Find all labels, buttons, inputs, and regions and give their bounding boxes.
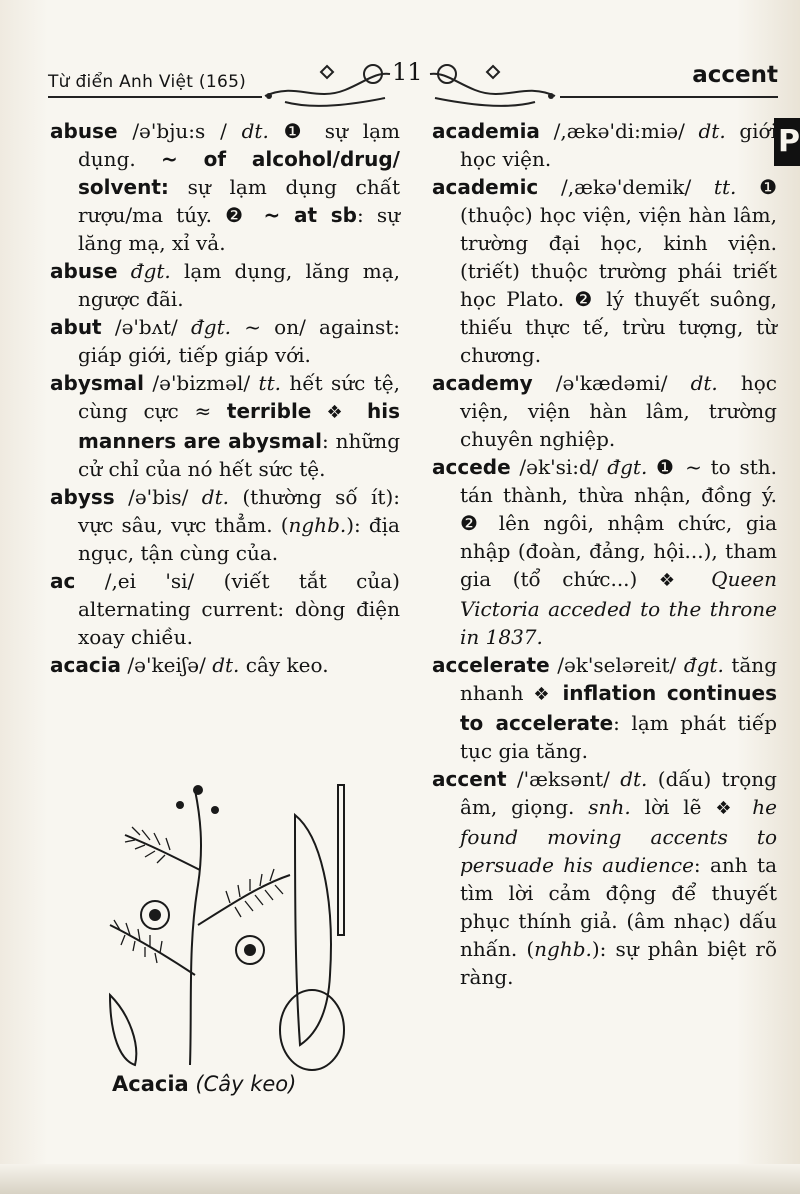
part-of-speech: dt. bbox=[241, 119, 269, 143]
definition: sự lạm dụng chất rượu/ma túy. bbox=[78, 175, 400, 227]
definition: /,ei 'si/ (viết tắt của) alternating current: dòng điện xoay chiều. bbox=[75, 569, 400, 649]
right-column bbox=[432, 117, 777, 991]
pronunciation: /,ækə'demik/ bbox=[538, 175, 714, 199]
definition: lời lẽ bbox=[630, 795, 716, 819]
left-column bbox=[50, 117, 400, 679]
pronunciation: /ə'keiʃə/ bbox=[121, 653, 213, 677]
part-of-speech: đgt. bbox=[117, 259, 171, 283]
guide-word: accent bbox=[692, 62, 778, 88]
entry-abuse-verb bbox=[50, 257, 400, 313]
definition: hết sức tệ, cùng cực ≈ bbox=[78, 371, 400, 423]
pronunciation: /ə'bizməl/ bbox=[143, 371, 259, 395]
pronunciation: /ək'si:d/ bbox=[510, 455, 608, 479]
headword: abuse bbox=[50, 259, 118, 283]
running-head bbox=[0, 0, 800, 115]
headword: ac bbox=[50, 569, 76, 593]
part-of-speech: đgt. bbox=[683, 653, 724, 677]
entry-ac bbox=[50, 567, 400, 651]
entry-abyss bbox=[50, 483, 400, 567]
example-marker: ❖ bbox=[658, 570, 712, 591]
headword: accede bbox=[432, 455, 511, 479]
pronunciation: /ə'bʌt/ bbox=[101, 315, 191, 339]
pronunciation: /ə'kædəmi/ bbox=[532, 371, 691, 395]
definition: lạm dụng, lăng mạ, ngược đãi. bbox=[78, 259, 400, 311]
phrase: ~ of alcohol/drug/ solvent: bbox=[78, 147, 400, 199]
entry-abut bbox=[50, 313, 400, 369]
definition: lý thuyết suông, thiếu thực tế, trừu tượng, từ chương. bbox=[460, 287, 777, 367]
definition: (thường số ít): vực sâu, vực thẳm. ( bbox=[78, 485, 400, 537]
acacia-illustration-icon bbox=[80, 775, 370, 1075]
part-of-speech: dt. bbox=[690, 371, 718, 395]
pronunciation: /ə'bis/ bbox=[114, 485, 202, 509]
label: nghb. bbox=[534, 937, 592, 961]
page-number: 11 bbox=[392, 58, 423, 86]
thumb-index-tab bbox=[774, 118, 800, 166]
definition: sự lạm dụng. bbox=[78, 119, 400, 171]
part-of-speech: dt. bbox=[212, 653, 240, 677]
sense-number: ❶ bbox=[268, 119, 325, 143]
part-of-speech: đgt. bbox=[190, 315, 231, 339]
entry-accelerate bbox=[432, 651, 777, 765]
definition: (thuộc) học viện, viện hàn lâm, trường đại học, kinh viện. (triết) thuộc trường phái triết học Plato. bbox=[460, 203, 777, 311]
definition: cây keo. bbox=[239, 653, 329, 677]
entry-abuse-noun bbox=[50, 117, 400, 257]
example-marker: ❖ bbox=[715, 798, 753, 819]
definition: tăng nhanh bbox=[460, 653, 777, 705]
definition: ~ to sth. tán thành, thừa nhận, đồng ý. bbox=[460, 455, 777, 507]
part-of-speech: tt. bbox=[258, 371, 281, 395]
example-marker: ❖ bbox=[533, 684, 563, 705]
headword: abysmal bbox=[50, 371, 144, 395]
entry-accede bbox=[432, 453, 777, 651]
headword: abuse bbox=[50, 119, 118, 143]
part-of-speech: dt. bbox=[620, 767, 648, 791]
definition: : anh ta tìm lời cảm động để thuyết phục thính giả. (âm nhạc) dấu nhấn. ( bbox=[460, 853, 777, 961]
entry-acacia bbox=[50, 651, 400, 679]
definition: : sự lăng mạ, xỉ vả. bbox=[78, 203, 400, 255]
headword: abyss bbox=[50, 485, 115, 509]
book-title: Từ điển Anh Việt (165) bbox=[48, 72, 247, 92]
definition: : lạm phát tiếp tục gia tăng. bbox=[460, 711, 777, 763]
example: Queen Victoria acceded to the throne in 1837. bbox=[460, 567, 778, 649]
entry-accent bbox=[432, 765, 777, 991]
synonym: terrible bbox=[226, 399, 312, 423]
definition: ~ on/ against: giáp giới, tiếp giáp với. bbox=[78, 315, 400, 367]
figure-name-vi: (Cây keo) bbox=[195, 1072, 297, 1096]
thumb-letter: P bbox=[778, 124, 800, 159]
sense-number: ❷ bbox=[225, 203, 250, 227]
headword: academia bbox=[432, 119, 540, 143]
pronunciation: /'æksənt/ bbox=[506, 767, 621, 791]
sense-number: ❷ bbox=[574, 287, 597, 311]
definition: lên ngôi, nhậm chức, gia nhập (đoàn, đảng, hội...), tham gia (tổ chức...) bbox=[460, 511, 777, 591]
example-marker: ❖ bbox=[311, 402, 367, 423]
definition: ): sự phân biệt rõ ràng. bbox=[460, 937, 778, 989]
sense-number: ❶ bbox=[736, 175, 778, 199]
page-bottom-edge bbox=[0, 1164, 800, 1194]
headword: abut bbox=[50, 315, 102, 339]
part-of-speech: dt. bbox=[201, 485, 229, 509]
entry-academy bbox=[432, 369, 777, 453]
pronunciation: /ə'bju:s / bbox=[117, 119, 242, 143]
headword: accent bbox=[432, 767, 507, 791]
headword: academic bbox=[432, 175, 539, 199]
definition: ): địa ngục, tận cùng của. bbox=[78, 513, 400, 565]
example: inflation continues to accelerate bbox=[460, 681, 778, 735]
figure-caption bbox=[112, 1072, 296, 1096]
headword: acacia bbox=[50, 653, 122, 677]
entry-academia bbox=[432, 117, 777, 173]
pronunciation: /ək'seləreit/ bbox=[549, 653, 684, 677]
part-of-speech: dt. bbox=[698, 119, 726, 143]
definition: giới học viện. bbox=[460, 119, 777, 171]
pronunciation: /,ækə'di:miə/ bbox=[539, 119, 699, 143]
sense-number: ❷ bbox=[460, 511, 486, 535]
label: nghb. bbox=[288, 513, 347, 537]
definition: (dấu) trọng âm, giọng. bbox=[460, 767, 777, 819]
phrase: ~ at sb bbox=[249, 203, 357, 227]
figure-name: Acacia bbox=[112, 1072, 189, 1096]
example: his manners are abysmal bbox=[78, 399, 400, 453]
entry-academic bbox=[432, 173, 777, 369]
label: snh. bbox=[588, 795, 631, 819]
definition: học viện, viện hàn lâm, trường chuyên nghiệp. bbox=[460, 371, 777, 451]
definition: : những cử chỉ của nó hết sức tệ. bbox=[78, 429, 400, 481]
part-of-speech: đgt. bbox=[607, 455, 648, 479]
entry-abysmal bbox=[50, 369, 400, 483]
headword: accelerate bbox=[432, 653, 550, 677]
headword: academy bbox=[432, 371, 533, 395]
example: he found moving accents to persuade his audience bbox=[460, 795, 778, 877]
header-rule-right bbox=[560, 96, 778, 98]
header-rule-left bbox=[48, 96, 262, 98]
sense-number: ❶ bbox=[647, 455, 686, 479]
part-of-speech: tt. bbox=[713, 175, 737, 199]
